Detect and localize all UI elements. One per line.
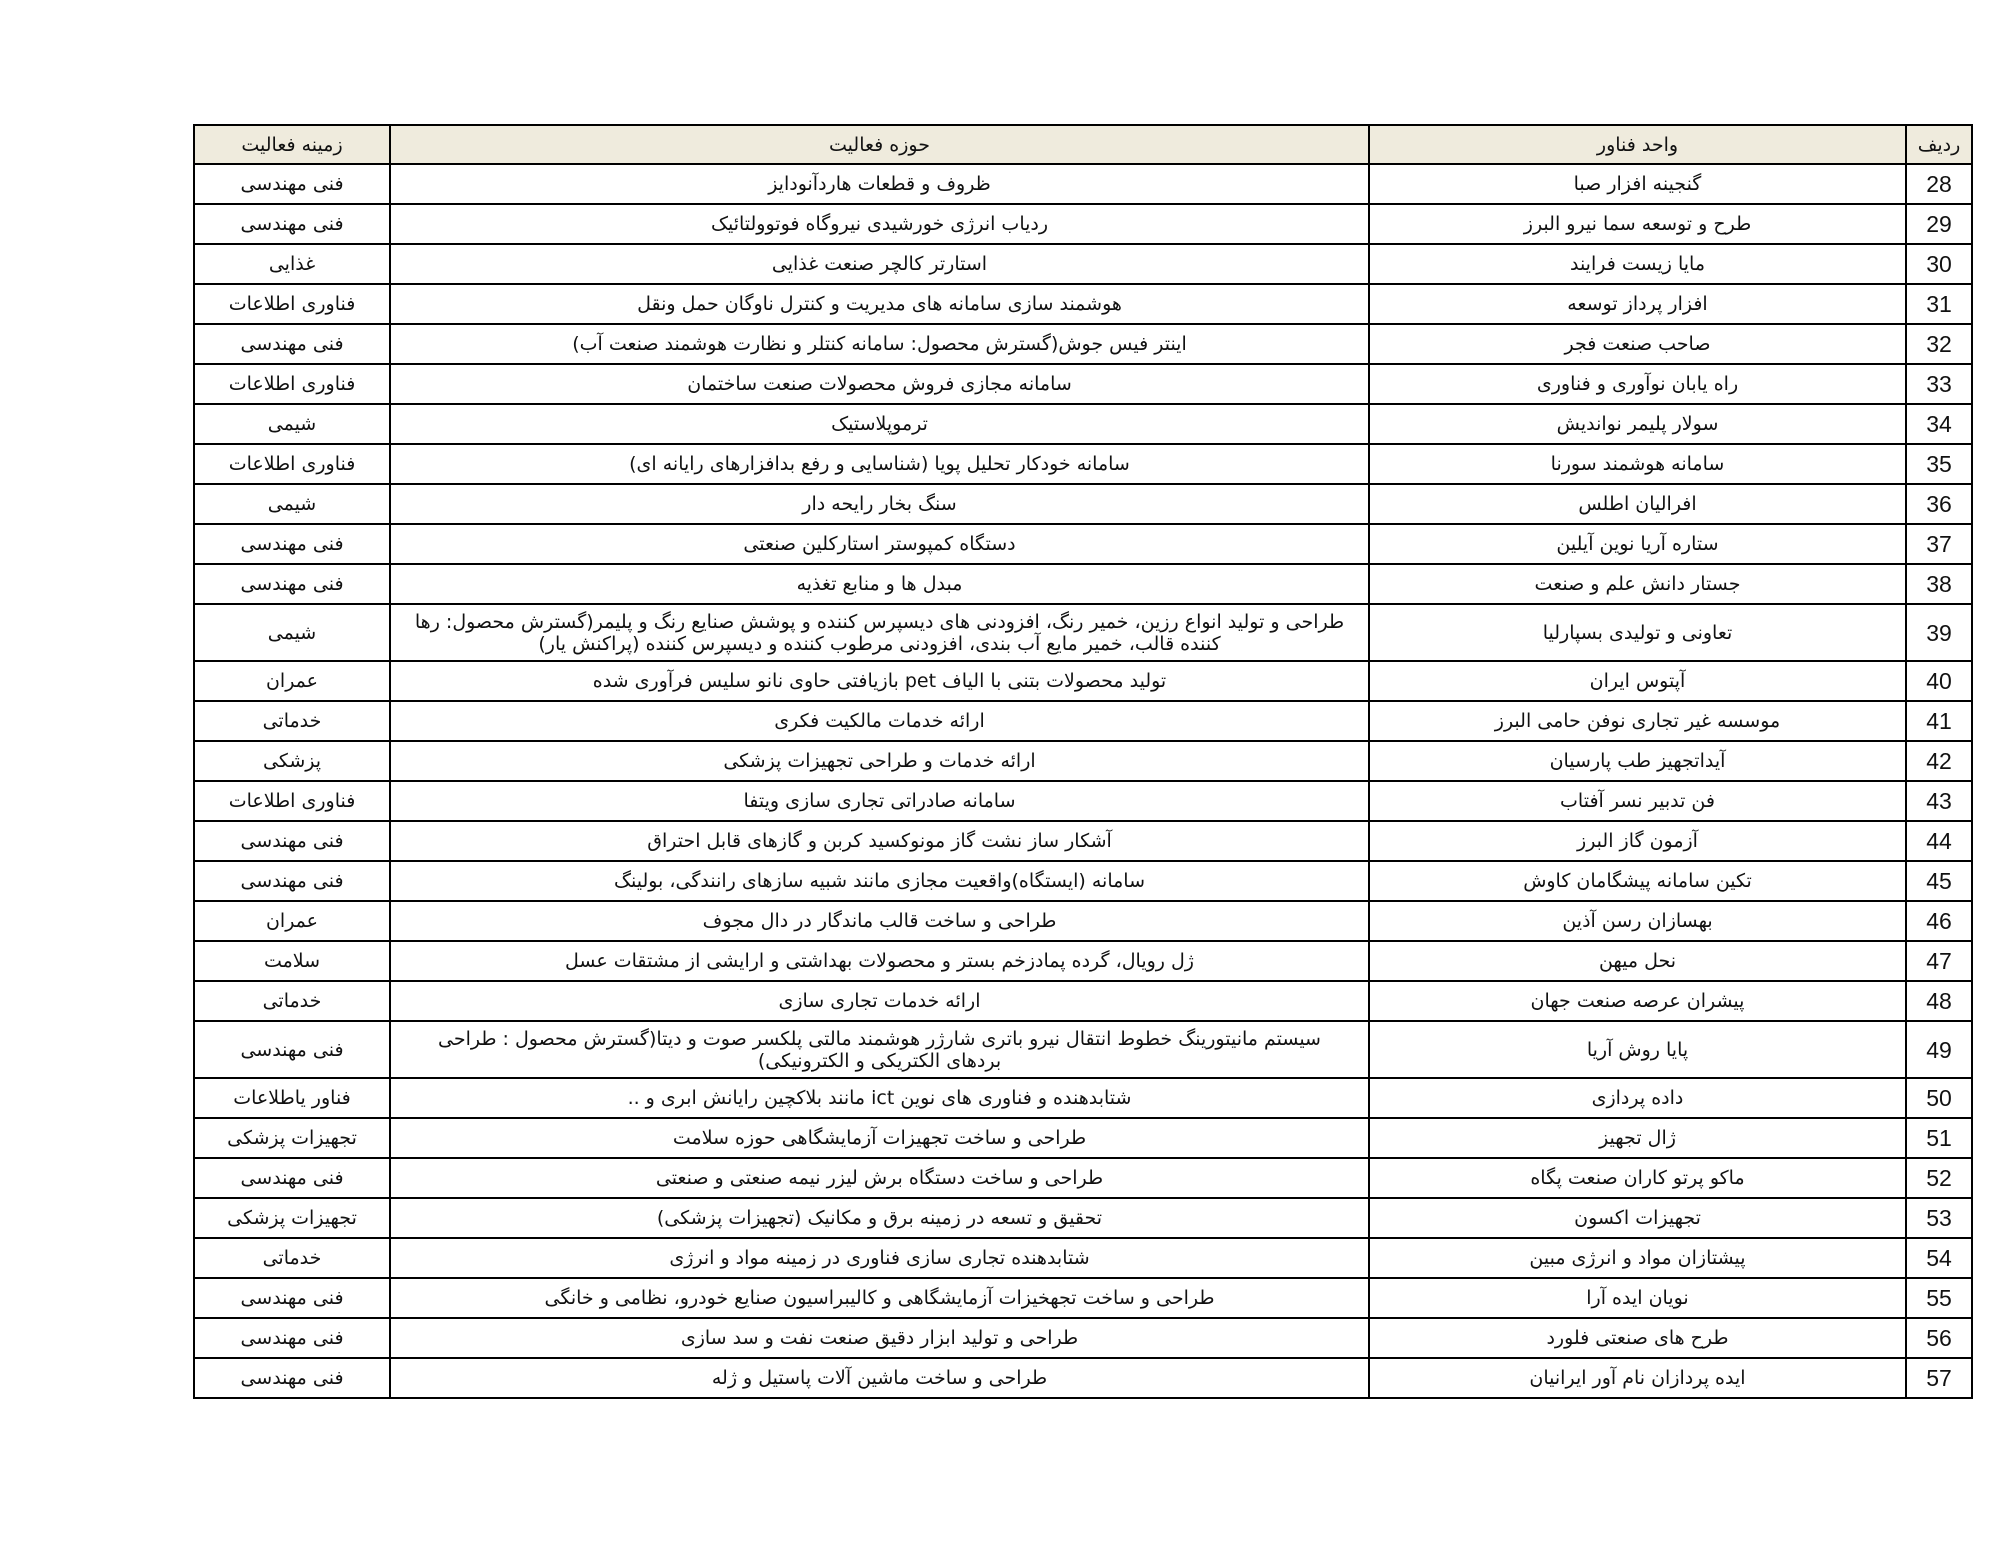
activity-field-cell: شیمی bbox=[194, 604, 390, 661]
activity-field-cell: فنی مهندسی bbox=[194, 861, 390, 901]
activity-scope-cell: تحقیق و تسعه در زمینه برق و مکانیک (تجهیزات پزشکی) bbox=[390, 1198, 1369, 1238]
activity-field-cell: عمران bbox=[194, 901, 390, 941]
activity-field-cell: خدماتی bbox=[194, 981, 390, 1021]
table-row bbox=[194, 1118, 1972, 1158]
row-number-cell: 39 bbox=[1906, 604, 1972, 661]
row-number-cell: 41 bbox=[1906, 701, 1972, 741]
row-number-cell: 30 bbox=[1906, 244, 1972, 284]
activity-scope-cell: دستگاه کمپوستر استارکلین صنعتی bbox=[390, 524, 1369, 564]
activity-scope-cell: آشکار ساز نشت گاز مونوکسید کربن و گازهای قابل احتراق bbox=[390, 821, 1369, 861]
table-row bbox=[194, 1021, 1972, 1078]
activity-scope-cell: استارتر کالچر صنعت غذایی bbox=[390, 244, 1369, 284]
technology-unit-cell: داده پردازی bbox=[1369, 1078, 1906, 1118]
activity-field-cell: فنی مهندسی bbox=[194, 164, 390, 204]
activity-scope-cell: شتابدهنده و فناوری های نوین ict مانند بلاکچین رایانش ابری و .. bbox=[390, 1078, 1369, 1118]
technology-unit-cell: ژال تجهیز bbox=[1369, 1118, 1906, 1158]
table-row bbox=[194, 204, 1972, 244]
activity-scope-cell: ارائه خدمات مالکیت فکری bbox=[390, 701, 1369, 741]
row-number-cell: 45 bbox=[1906, 861, 1972, 901]
technology-unit-cell: پیشران عرصه صنعت جهان bbox=[1369, 981, 1906, 1021]
row-number-cell: 33 bbox=[1906, 364, 1972, 404]
activity-scope-cell: اینتر فیس جوش(گسترش محصول: سامانه کنتلر و نظارت هوشمند صنعت آب) bbox=[390, 324, 1369, 364]
technology-unit-cell: راه یابان نوآوری و فناوری bbox=[1369, 364, 1906, 404]
table-row bbox=[194, 364, 1972, 404]
technology-unit-cell: افزار پرداز توسعه bbox=[1369, 284, 1906, 324]
table-row bbox=[194, 981, 1972, 1021]
row-number-cell: 46 bbox=[1906, 901, 1972, 941]
technology-unit-cell: نویان ایده آرا bbox=[1369, 1278, 1906, 1318]
table-row bbox=[194, 404, 1972, 444]
activity-scope-cell: ظروف و قطعات هاردآنودایز bbox=[390, 164, 1369, 204]
technology-unit-cell: آپتوس ایران bbox=[1369, 661, 1906, 701]
activity-field-cell: فنی مهندسی bbox=[194, 1358, 390, 1398]
row-number-cell: 38 bbox=[1906, 564, 1972, 604]
table-row bbox=[194, 781, 1972, 821]
technology-unit-cell: بهسازان رسن آذین bbox=[1369, 901, 1906, 941]
technology-unit-cell: سامانه هوشمند سورنا bbox=[1369, 444, 1906, 484]
activity-field-cell: فنی مهندسی bbox=[194, 564, 390, 604]
technology-units-table bbox=[193, 124, 1973, 1399]
technology-unit-cell: تجهیزات اکسون bbox=[1369, 1198, 1906, 1238]
activity-field-cell: غذایی bbox=[194, 244, 390, 284]
row-number-cell: 47 bbox=[1906, 941, 1972, 981]
table-body bbox=[194, 164, 1972, 1398]
row-number-cell: 42 bbox=[1906, 741, 1972, 781]
technology-unit-cell: نحل میهن bbox=[1369, 941, 1906, 981]
activity-scope-cell: ارائه خدمات تجاری سازی bbox=[390, 981, 1369, 1021]
table-row bbox=[194, 604, 1972, 661]
table-row bbox=[194, 1078, 1972, 1118]
table-row bbox=[194, 1198, 1972, 1238]
activity-field-cell: فناوری اطلاعات bbox=[194, 284, 390, 324]
table-row bbox=[194, 941, 1972, 981]
activity-scope-cell: ارائه خدمات و طراحی تجهیزات پزشکی bbox=[390, 741, 1369, 781]
activity-scope-cell: طراحی و تولید ابزار دقیق صنعت نفت و سد سازی bbox=[390, 1318, 1369, 1358]
row-number-cell: 31 bbox=[1906, 284, 1972, 324]
activity-field-cell: فناوری اطلاعات bbox=[194, 364, 390, 404]
table-row bbox=[194, 1278, 1972, 1318]
technology-unit-cell: تکین سامانه پیشگامان کاوش bbox=[1369, 861, 1906, 901]
table-row bbox=[194, 444, 1972, 484]
activity-field-cell: عمران bbox=[194, 661, 390, 701]
technology-unit-cell: مایا زیست فرایند bbox=[1369, 244, 1906, 284]
technology-unit-cell: صاحب صنعت فجر bbox=[1369, 324, 1906, 364]
activity-field-cell: شیمی bbox=[194, 404, 390, 444]
technology-unit-cell: ایده پردازان نام آور ایرانیان bbox=[1369, 1358, 1906, 1398]
row-number-cell: 28 bbox=[1906, 164, 1972, 204]
row-number-cell: 55 bbox=[1906, 1278, 1972, 1318]
row-number-cell: 49 bbox=[1906, 1021, 1972, 1078]
technology-unit-cell: موسسه غیر تجاری نوفن حامی البرز bbox=[1369, 701, 1906, 741]
activity-scope-cell: سیستم مانیتورینگ خطوط انتقال نیرو باتری شارژر هوشمند مالتی پلکسر صوت و دیتا(گسترش محصول : طراحی بردهای الکتریکی و الکترونیکی) bbox=[390, 1021, 1369, 1078]
technology-unit-cell: آیداتجهیز طب پارسیان bbox=[1369, 741, 1906, 781]
row-number-cell: 48 bbox=[1906, 981, 1972, 1021]
table-row bbox=[194, 821, 1972, 861]
technology-unit-cell: گنجینه افزار صبا bbox=[1369, 164, 1906, 204]
technology-unit-cell: تعاونی و تولیدی بسپارلیا bbox=[1369, 604, 1906, 661]
table-row bbox=[194, 484, 1972, 524]
activity-scope-cell: طراحی و ساخت ماشین آلات پاستیل و ژله bbox=[390, 1358, 1369, 1398]
technology-unit-cell: فن تدبیر نسر آفتاب bbox=[1369, 781, 1906, 821]
activity-field-cell: فناوری اطلاعات bbox=[194, 781, 390, 821]
activity-field-cell: فناور یاطلاعات bbox=[194, 1078, 390, 1118]
activity-field-cell: فنی مهندسی bbox=[194, 324, 390, 364]
activity-field-cell: فنی مهندسی bbox=[194, 1021, 390, 1078]
activity-field-cell: سلامت bbox=[194, 941, 390, 981]
technology-unit-cell: ماکو پرتو کاران صنعت پگاه bbox=[1369, 1158, 1906, 1198]
activity-field-cell: فنی مهندسی bbox=[194, 204, 390, 244]
activity-scope-cell: سامانه صادراتی تجاری سازی ویتفا bbox=[390, 781, 1369, 821]
table-row bbox=[194, 1358, 1972, 1398]
activity-field-cell: تجهیزات پزشکی bbox=[194, 1198, 390, 1238]
table-row bbox=[194, 284, 1972, 324]
row-number-cell: 37 bbox=[1906, 524, 1972, 564]
header-unit: واحد فناور bbox=[1369, 125, 1906, 164]
technology-unit-cell: آزمون گاز البرز bbox=[1369, 821, 1906, 861]
activity-field-cell: فنی مهندسی bbox=[194, 1158, 390, 1198]
activity-field-cell: فنی مهندسی bbox=[194, 821, 390, 861]
activity-scope-cell: سامانه مجازی فروش محصولات صنعت ساختمان bbox=[390, 364, 1369, 404]
row-number-cell: 52 bbox=[1906, 1158, 1972, 1198]
row-number-cell: 51 bbox=[1906, 1118, 1972, 1158]
technology-unit-cell: ستاره آریا نوین آیلین bbox=[1369, 524, 1906, 564]
table-row bbox=[194, 661, 1972, 701]
row-number-cell: 29 bbox=[1906, 204, 1972, 244]
row-number-cell: 40 bbox=[1906, 661, 1972, 701]
technology-unit-cell: جستار دانش علم و صنعت bbox=[1369, 564, 1906, 604]
activity-scope-cell: طراحی و ساخت دستگاه برش لیزر نیمه صنعتی و صنعتی bbox=[390, 1158, 1369, 1198]
technology-unit-cell: طرح و توسعه سما نیرو البرز bbox=[1369, 204, 1906, 244]
activity-field-cell: پزشکی bbox=[194, 741, 390, 781]
header-scope: حوزه فعالیت bbox=[390, 125, 1369, 164]
table-row bbox=[194, 244, 1972, 284]
table-header-row bbox=[194, 125, 1972, 164]
technology-unit-cell: طرح های صنعتی فلورد bbox=[1369, 1318, 1906, 1358]
activity-field-cell: فنی مهندسی bbox=[194, 524, 390, 564]
activity-field-cell: تجهیزات پزشکی bbox=[194, 1118, 390, 1158]
activity-scope-cell: تولید محصولات بتنی با الیاف pet بازیافتی حاوی نانو سلیس فرآوری شده bbox=[390, 661, 1369, 701]
header-field: زمینه فعالیت bbox=[194, 125, 390, 164]
table-row bbox=[194, 524, 1972, 564]
activity-field-cell: خدماتی bbox=[194, 701, 390, 741]
activity-field-cell: خدماتی bbox=[194, 1238, 390, 1278]
table-row bbox=[194, 1158, 1972, 1198]
row-number-cell: 34 bbox=[1906, 404, 1972, 444]
activity-scope-cell: ژل رویال، گرده پمادزخم بستر و محصولات بهداشتی و ارایشی از مشتقات عسل bbox=[390, 941, 1369, 981]
table-row bbox=[194, 741, 1972, 781]
activity-field-cell: فناوری اطلاعات bbox=[194, 444, 390, 484]
activity-scope-cell: طراحی و ساخت قالب ماندگار در دال مجوف bbox=[390, 901, 1369, 941]
header-row-number: ردیف bbox=[1906, 125, 1972, 164]
activity-scope-cell: طراحی و ساخت تجهخیزات آزمایشگاهی و کالیبراسیون صنایع خودرو، نظامی و خانگی bbox=[390, 1278, 1369, 1318]
activity-scope-cell: سنگ بخار رایحه دار bbox=[390, 484, 1369, 524]
activity-field-cell: شیمی bbox=[194, 484, 390, 524]
table-row bbox=[194, 1318, 1972, 1358]
activity-scope-cell: طراحی و ساخت تجهیزات آزمایشگاهی حوزه سلامت bbox=[390, 1118, 1369, 1158]
activity-scope-cell: هوشمند سازی سامانه های مدیریت و کنترل ناوگان حمل ونقل bbox=[390, 284, 1369, 324]
technology-unit-cell: پیشتازان مواد و انرژی مبین bbox=[1369, 1238, 1906, 1278]
table-row bbox=[194, 1238, 1972, 1278]
row-number-cell: 35 bbox=[1906, 444, 1972, 484]
activity-field-cell: فنی مهندسی bbox=[194, 1278, 390, 1318]
table-row bbox=[194, 324, 1972, 364]
table-row bbox=[194, 164, 1972, 204]
row-number-cell: 43 bbox=[1906, 781, 1972, 821]
row-number-cell: 50 bbox=[1906, 1078, 1972, 1118]
row-number-cell: 57 bbox=[1906, 1358, 1972, 1398]
activity-scope-cell: مبدل ها و منابع تغذیه bbox=[390, 564, 1369, 604]
row-number-cell: 56 bbox=[1906, 1318, 1972, 1358]
activity-scope-cell: ترموپلاستیک bbox=[390, 404, 1369, 444]
table-row bbox=[194, 701, 1972, 741]
row-number-cell: 44 bbox=[1906, 821, 1972, 861]
technology-unit-cell: پایا روش آریا bbox=[1369, 1021, 1906, 1078]
activity-field-cell: فنی مهندسی bbox=[194, 1318, 390, 1358]
table-row bbox=[194, 901, 1972, 941]
row-number-cell: 54 bbox=[1906, 1238, 1972, 1278]
technology-unit-cell: سولار پلیمر نواندیش bbox=[1369, 404, 1906, 444]
activity-scope-cell: سامانه خودکار تحلیل پویا (شناسایی و رفع بدافزارهای رایانه ای) bbox=[390, 444, 1369, 484]
row-number-cell: 53 bbox=[1906, 1198, 1972, 1238]
activity-scope-cell: سامانه (ایستگاه)واقعیت مجازی مانند شبیه سازهای رانندگی، بولینگ bbox=[390, 861, 1369, 901]
activity-scope-cell: ردیاب انرژی خورشیدی نیروگاه فوتوولتائیک bbox=[390, 204, 1369, 244]
activity-scope-cell: شتابدهنده تجاری سازی فناوری در زمینه مواد و انرژی bbox=[390, 1238, 1369, 1278]
activity-scope-cell: طراحی و تولید انواع رزین، خمیر رنگ، افزودنی های دیسپرس کننده و پوشش صنایع رنگ و پلیمر(گسترش محصول: رها کننده قالب، خمیر مایع آب بندی، افزودنی مرطوب کننده و دیسپرس کننده (پراکنش یار) bbox=[390, 604, 1369, 661]
table-row bbox=[194, 564, 1972, 604]
technology-unit-cell: افرالیان اطلس bbox=[1369, 484, 1906, 524]
table-row bbox=[194, 861, 1972, 901]
row-number-cell: 32 bbox=[1906, 324, 1972, 364]
row-number-cell: 36 bbox=[1906, 484, 1972, 524]
